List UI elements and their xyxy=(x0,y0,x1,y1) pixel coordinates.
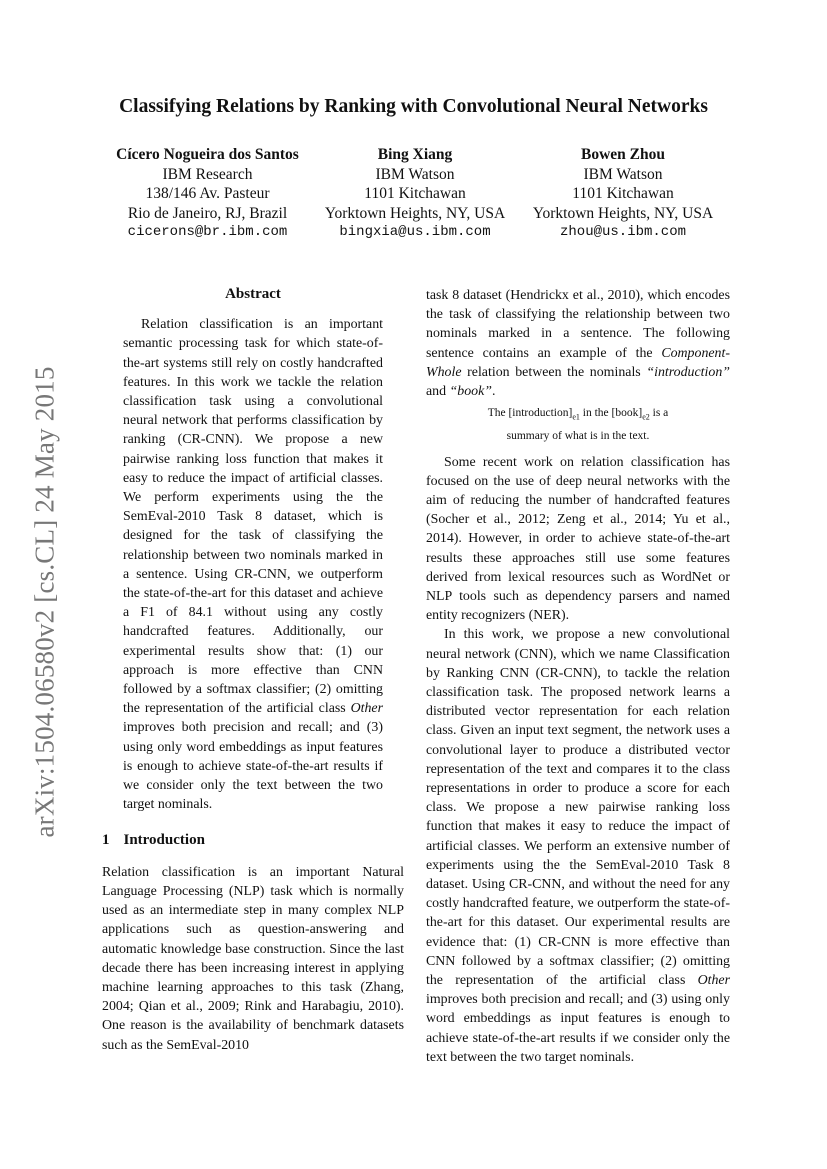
intro-paragraph-continued: task 8 dataset (Hendrickx et al., 2010), which encodes the task of classifying the relationship between two nominals marked in a sentence. The following sentence contains an example of the Component-Whole relation between the nominals “introduction” and “book”. xyxy=(426,288,730,400)
author-affiliation: IBM Research xyxy=(162,165,253,183)
author-affiliation: IBM Watson xyxy=(375,165,455,183)
author-address: Yorktown Heights, NY, USA xyxy=(324,204,506,222)
author-block-3 xyxy=(522,145,724,243)
author-address: 1101 Kitchawan xyxy=(572,185,674,202)
intro-paragraph-3: In this work, we propose a new convolutional neural network (CNN), which we name Classification by Ranking CNN (CR-CNN), to tackle the relation classification task. The proposed network learns a distributed vector representation for each relation class. Given an input text segment, the network uses a convolutional layer to produce a distributed vector representation of the text and compares it to the class representations in order to produce a score for each class. We propose a new pairwise ranking loss function that makes it easy to reduce the impact of artificial classes. We perform an extensive number of experiments using the the SemEval-2010 Task 8 dataset. Using CR-CNN, and without the need for any costly handcrafted feature, we outperform the state-of-the-art for this dataset. Our experimental results are evidence that: (1) CR-CNN is more effective than CNN followed by a softmax classifier; (2) omitting the representation of the artificial class Other improves both precision and recall; and (3) using only word embeddings as input features is enough to achieve state-of-the-art results if we consider only the text between the two target nominals. xyxy=(426,627,730,1065)
intro-paragraph-2: Some recent work on relation classification has focused on the use of deep neural networks with the aim of reducing the number of handcrafted features (Socher et al., 2012; Zeng et al., 2014; Yu et al., 2014). However, in order to achieve state-of-the-art results these approaches still use some features derived from lexical resources such as WordNet or NLP tools such as dependency parsers and named entity recognizers (NER). xyxy=(426,454,730,624)
author-email: cicerons@br.ibm.com xyxy=(127,224,288,240)
example-sentence: The $[introduction]_{e1}$ in the $[book]_{e2}$ is a summary of what is in the text. xyxy=(487,407,669,442)
author-address: Rio de Janeiro, RJ, Brazil xyxy=(127,204,288,222)
author-block-1 xyxy=(105,145,310,243)
author-email: bingxia@us.ibm.com xyxy=(339,224,491,240)
intro-paragraph-1: Relation classification is an important Natural Language Processing (NLP) task which is normally used as an intermediate step in many complex NLP applications such as question-answering and automatic knowledge base construction. Since the last decade there has been increasing interest in applying machine learning approaches to this task (Zhang, 2004; Qian et al., 2009; Rink and Harabagiu, 2010). One reason is the availability of benchmark datasets such as the SemEval-2010 xyxy=(102,864,404,1053)
paper-title: Classifying Relations by Ranking with Convolutional Neural Networks xyxy=(119,96,708,117)
abstract-text: Relation classification is an important semantic processing task for which state-of-the-art systems still rely on costly handcrafted features. In this work we tackle the relation classification task using a convolutional neural network that performs classification by ranking (CR-CNN). We propose a new pairwise ranking loss function that makes it easy to reduce the impact of artificial classes. We perform experiments using the the SemEval-2010 Task 8 dataset, which is designed for the task of classifying the relationship between two nominals marked in a sentence. Using CR-CNN, we outperform the state-of-the-art for this dataset and achieve a F1 of 84.1 without using any costly handcrafted features. Additionally, our experimental results show that: (1) our approach is more effective than CNN followed by a softmax classifier; (2) omitting the representation of the artificial class Other improves both precision and recall; and (3) using only word embeddings as input features is enough to achieve state-of-the-art results if we consider only the text between the two target nominals. xyxy=(123,317,383,813)
arxiv-stamp: arXiv:1504.06580v2 [cs.CL] 24 May 2015 xyxy=(29,366,60,838)
abstract-heading: Abstract xyxy=(225,286,281,302)
right-column xyxy=(426,286,730,1067)
author-name: Bing Xiang xyxy=(377,146,453,163)
author-email: zhou@us.ibm.com xyxy=(559,224,687,240)
section-heading-introduction: 1 Introduction xyxy=(102,832,205,849)
author-address: 1101 Kitchawan xyxy=(364,185,466,202)
author-block-2 xyxy=(315,145,515,243)
author-name: Cícero Nogueira dos Santos xyxy=(116,146,299,163)
author-affiliation: IBM Watson xyxy=(583,165,663,183)
author-name: Bowen Zhou xyxy=(581,146,665,163)
author-address: Yorktown Heights, NY, USA xyxy=(532,204,714,222)
author-address: 138/146 Av. Pasteur xyxy=(145,185,270,202)
left-column xyxy=(102,285,404,1055)
